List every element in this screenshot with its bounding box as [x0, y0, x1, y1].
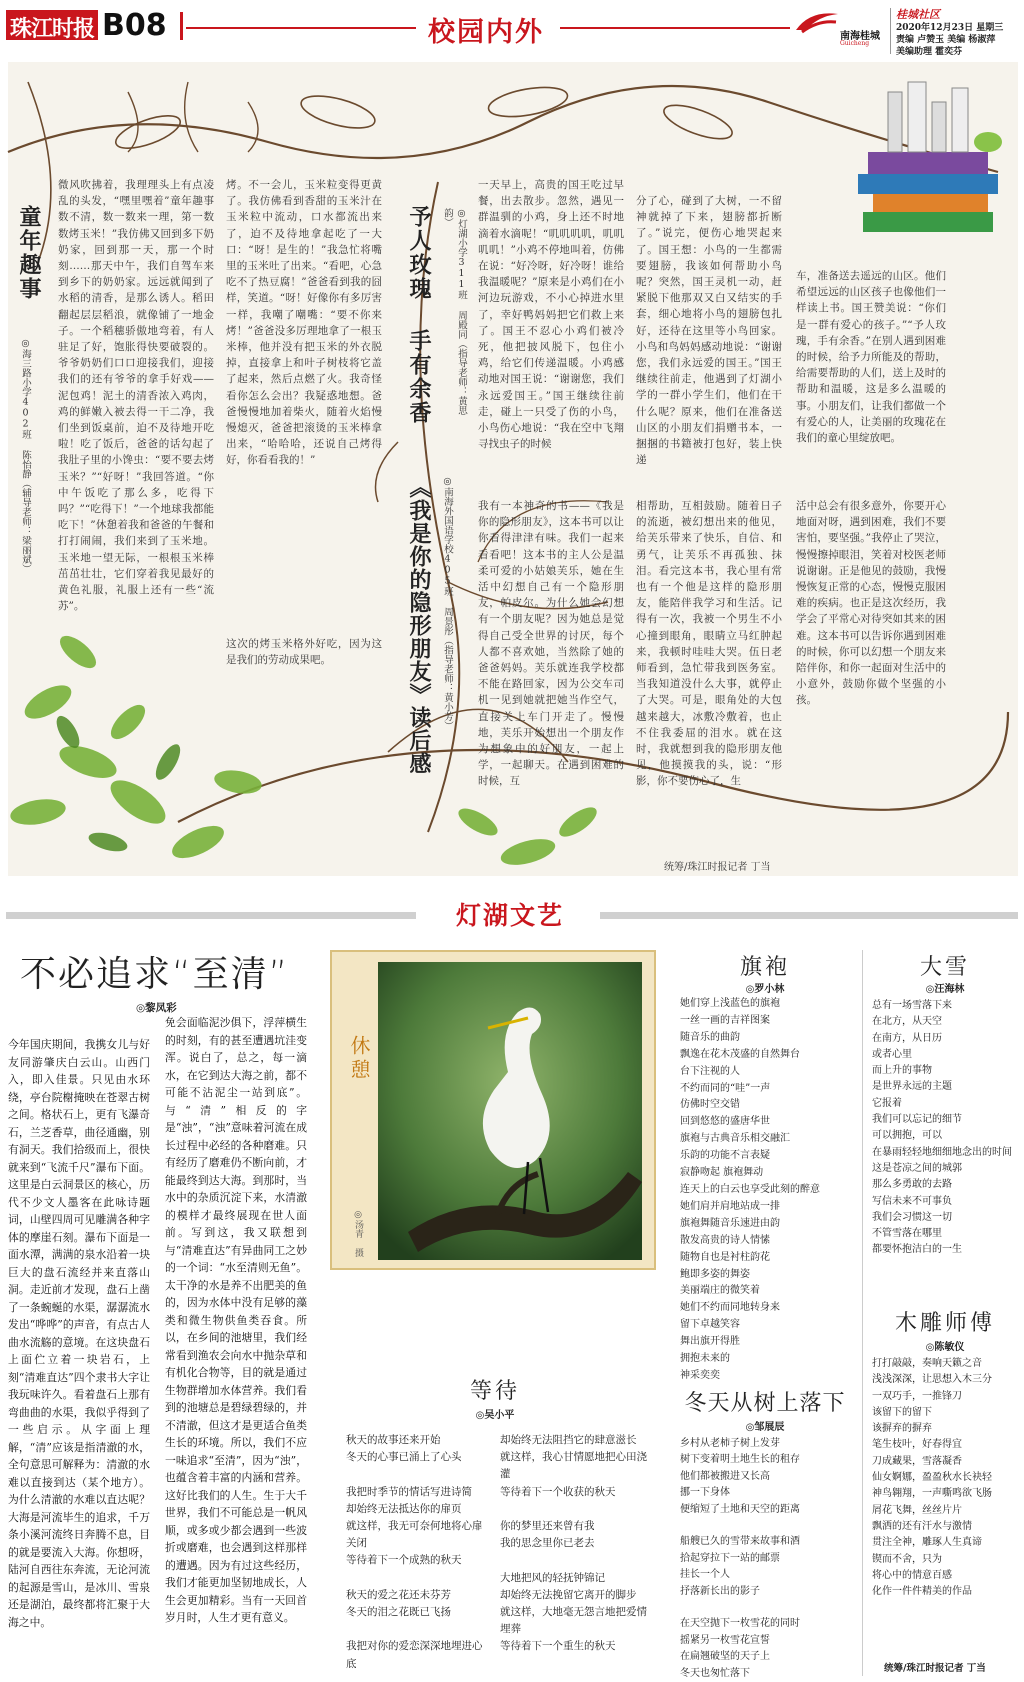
article-column: 一天早上，高贵的国王吃过早餐，出去散步。忽然，遇见一群温驯的小鸡，身上还不时地滴着水滴呢！“叽叽叽叽，叽叽叽叽！”小鸡不停地叫着，仿佛在说：“好冷呀，好冷呀！谁给我温暖呢？”原来是小鸡们在小河边玩游戏，不小心掉进水里了，幸好鸭妈妈把它们救上来了。国王不忍心小鸡们被冷死，他把披风脱下，包住小鸡，给它们传递温暖。小鸡感动地对国王说：“谢谢您，我们永远爱国王。”国王继续往前走，碰上一只受了伤的小鸟，小鸟伤心地说：“我在空中飞翔寻找虫子的时候: [478, 179, 624, 451]
community-label: 桂城社区: [896, 8, 940, 21]
poem-body: 她们穿上浅蓝色的旗袍 一丝一画的吉祥图案 随音乐的曲韵 飘逸在花木茂盛的自然舞台 台下注视的人 不约而同的“哇”一声 仿佛时空交错 回到悠悠的盛唐华世 旗袍与古典音乐相交融汇 乐韵的功能不言表疑 寂静吻起 旗袍舞动 连天上的白云也享受此刻的醉意 她们肩并肩地站成一排 旗袍舞随音乐速进由韵 散发高贵的诗人情愫 随物自也是衬柱韵花 鲍即多姿的舞姿 美丽端庄的微笑着 她们不约而同地转身来 留下卓越笑容 舞出旗开得胜 拥抱未来的 神采奕奕: [680, 998, 820, 1381]
issue-date: 2020年12月23日 星期三: [896, 23, 1004, 33]
poem-title: 大雪: [919, 955, 970, 980]
essay-column: 今年国庆期间，我携女儿与好友同游肇庆白云山。山西门入，即入佳景。只见由水环绕，亭台院榭掩映在苍翠古树之间。格状石上，更有飞瀑奇石，兰芝香草，曲径通幽，别有洞天。我们拾级而上，很快就来到“飞流千尺”瀑布下面。这里是白云洞景区的核心，历代不少文人墨客在此咏诗题词，山壁四周可见雕满各种字体的摩崖石刻。瀑布下面是一面水潭，满满的泉水沿着一块巨大的盘石流经并来直落山洞。走近前才发现，盘石上凿了一条蜿蜒的水渠，潺潺流水发出“哗哗”的声音，有点古人曲水流觞的意境。在这块盘石上面伫立着一块岩石，上刻“清难直达”四个隶书大字让我玩味许久。看着盘石上那有弯曲曲的水渠，我似乎得到了一些启示。从字面上理解，“清”应该是指清澈的水，全句意思可解释为：清澈的水难以直接到达（某个地方）。为什么清澈的水难以直达呢？大海是河流毕生的追求，千万条小溪河流终日奔腾不息，目的就是要流入大海。你想呀，陆河自西往东奔流，无论河流的起源是雪山，是冰川、雪泉还是湖泊，最终都将汇聚于大海之中。: [8, 1038, 150, 1629]
literary-rule-right: [600, 912, 1018, 919]
literary-section-title: 灯湖文艺: [455, 901, 564, 930]
article-column: 这次的烤玉米格外好吃，因为这是我们的劳动成果吧。: [226, 638, 382, 667]
article-byline: ◎南海外国语学校405班 周景彤（指导老师：黄小芳）: [442, 476, 453, 731]
poem-body: 乡村从老柿子树上发芽 树下变着明土地生长的租存 他们都被搬进又长高 挪一下身体 便缩短了土地和天空的距离 船艘已久的雪带来故事和酒 拾起穿拉下一站的邮票 挂长一个人 抒落新长出的影子 在天空抛下一枚雪花的同时 摇紧另一枚雪花宣誓 在扁翘破坚的天子上 冬天也匆忙落下: [680, 1438, 800, 1679]
poem-title: 旗袍: [739, 955, 790, 980]
brand-en: Guicheng: [840, 40, 870, 47]
paper-name: 珠江时报: [6, 10, 98, 40]
essay-column: 免会面临泥沙俱下，浮萍横生的时刻，有的甚至遭遇坑洼变浑。说白了，总之，每一滴水，在它到达大海之前，都不可能不沾泥尘一站到底”。与“清”相反的字是“浊”，“浊”意味着河流在成长过程中必经的各种磨难。只有经历了磨难仍不断向前，才能最终到达大海。到那时，当水中的杂质沉淀下来，水清澈的模样才最终展现在世人面前。写到这，我又联想到与“清难直达”有异曲同工之妙的一个词：“水至清则无鱼”。太干净的水是养不出肥美的鱼的，因为水体中没有足够的藻类和微生物供鱼类吞食。所以，在乡间的池塘里，我们经常看到渔农会向水中抛杂草和有机化合物等，目的就是通过生物群增加水体营养。我们看到的池塘总是碧绿碧绿的，并不清澈，但这才是更适合鱼类生长的环境。所以，我们不应一味追求“至清”，因为“浊”，也蕴含着丰富的内涵和营养。这好比我们的人生。生于大千世界，我们不可能总是一帆风顺，或多或少都会遇到一些波折或磨难，也会遇到这样那样的遭遇。因为有过这些经历，我们才能更加坚韧地成长，人生会更加精彩。当有一天回首岁月时，人生才更有意义。: [165, 1016, 307, 1624]
poem-author: ◎罗小林: [745, 984, 785, 995]
article-column: 烤。不一会儿，玉米粒变得更黄了。我仿佛看到香甜的玉米汁在玉米粒中流动，口水都流出来了，迫不及待地拿起吃了一大口：“呀！是生的！”我急忙将嘴里的玉米吐了出来。“看吧，心急吃不了热豆腐！”爸爸看到我的囧样，笑道。“呀！好像你有多厉害一样，我嘲了嘲嘴：“要不你来烤！”爸爸没多厉理地拿了一根玉米棒，他并没有把玉米的外衣脱掉，直接拿上和叶子树枝将它盖了起来，然后点燃了火。我奇怪看你怎么会出？我疑惑地想。爸爸慢慢地加着柴火，随着火焰慢慢熄灭，爸爸把滚烫的玉米棒拿出来，“哈哈哈，还说自己烤得好，你看看我的！”: [226, 179, 382, 467]
article-title: 《我是你的隐形朋友》读后感: [406, 476, 432, 775]
article-title: 童年趣事: [16, 205, 42, 301]
poem-author: ◎汪海林: [925, 984, 965, 995]
poem-body: 却始终无法阻挡它的肆意滋长 就这样，我心甘情愿地把心田浇灌 等待着下一个收获的秋天 你的梦里还来曾有我 我的思念里你已老去 大地把风的轻抚钟锦记 却始终无法挽留它离开的脚步 就这样，大地毫无怨言地把爱情埋葬 等待着下一个重生的秋天: [500, 1434, 647, 1653]
poem-title: 冬天从树上落下: [684, 1391, 846, 1416]
poem-title: 等待: [469, 1379, 520, 1404]
article-column: 车，准备送去遥远的山区。他们希望远远的山区孩子也像他们一样读上书。国王赞美说：“你们是一群有爱心的孩子。”“予人玫瑰，手有余香。”在别人遇到困难的时候，给予力所能及的帮助，给需要帮助的人们，送上及时的帮助和温暖，这是多么温暖的事。小朋友们，让我们都做一个有爱心的人，让美丽的玫瑰花在我们的童心里绽放吧。: [796, 270, 946, 445]
article-column: 分了心，碰到了大树，一不留神就掉了下来，翅膀都折断了。”说完，便伤心地哭起来了。国王想：小鸟的一生都需要翅膀，我该如何帮助小鸟呢？突然，国王灵机一动，赶紧脱下他那双又白又结实的手套，细心地将小鸟的翅膀包扎好，还待在这里等小鸟回家。小鸟和鸟妈妈感动地说：“谢谢您，我们永远爱的国王。”国王继续往前走，他遇到了灯湖小学的一群小学生们，他们在干什么呢？原来，他们在准备送山区的小朋友们捐赠书本，一捆捆的书籍被打包好，装上快递: [636, 195, 782, 467]
guicheng-logo-icon: [792, 8, 842, 36]
poem-body: 秋天的故事还来开始 冬天的心事已涌上了心头 我把时季节的情话写进诗简 却始终无法抵达你的扉页 就这样，我无可奈何地将心扉关闭 等待着下一个成熟的秋天 秋天的爱之花还未芬芳 冬天的泪之花既已飞扬 我把对你的爱恋深深地埋进心底: [346, 1434, 483, 1670]
header-rule-right: [560, 27, 790, 29]
literary-rule-left: [6, 912, 416, 919]
article-column: 微风吹拂着，我理理头上有点凌乱的头发，“嘿里嘿着”童年趣事数不清，数一数来一理，第一数数烤玉米！”我仿佛又回到多下奶奶家，回到那一天，那一个时刻……那天中午，我们自驾车来到乡下的奶奶家。远远就闻到了水稻的清香，是那么诱人。稻田翻起层层稻浪，就像铺了一地金子。一个稻穗骄傲地弯着，有人驻足了好，饱胀得快要破裂的。爷爷奶奶们口口迎接我们，迎接我们的还有爷爷的拿手好戏——泥包鸡！泥土的清香浓入鸡肉，鸡的鲜嫩入被去得一干二净，我们坐到饭桌前，迫不及待地开吃啦！吃了饭后，爸爸的话勾起了我肚子里的小馋虫：“要不要去烤玉米？”“好呀！”我回答道。“你中午饭吃了那么多，吃得下吗？”“吃得下！”一个地球我都能吃下！”休憩着我和爸爸的午餐和打打闹闹，我们来到了玉米地。玉米地一望无际，一根根玉米棒茁茁壮壮，它们穿着我见最好的黄色礼服，礼服上还有一些“流苏”。: [58, 179, 214, 613]
poem-author: ◎吴小平: [475, 1410, 515, 1421]
poem-body: 总有一场雪落下来 在北方，从天空 在南方，从日历 或者心里 而上升的事物 是世界永远的主题 它报着 我们可以忘记的细节 可以拥抱，可以 在暴雨轻轻地细细地念出的时间 这是苍凉之间的城郭 那么多勇敢的去路 写信未来不可事负 我们会习惯这一切 不管雪落在哪里 都要怀抱洁白的一生: [872, 1000, 1012, 1256]
poem-title: 木雕师傅: [894, 1311, 995, 1336]
assistant-editor: 美编助理 霍奕芬: [896, 47, 963, 57]
poem-body: 打打敲敲，奏响天籁之音 浅浅深深，让思想入木三分 一双巧手，一推锋刀 该留下的留下 该摒弃的摒弃 笔生枝叶，好春得宜 刀成藏果，雪落凝香 仙女婀娜，盈盈秋水长袂轻 神鸟翱翔，一声嘶鸣欲飞肠 屑花飞舞，丝丝片片 飘洒的还有汗水与激情 贯注全神，雕琢人生真谛 锲而不舍，只为 将心中的情意百感 化作一件件精美的作品: [872, 1358, 992, 1598]
column-divider: [862, 950, 863, 1676]
article-column: 相帮助，互相鼓励。随着日子的流逝，被幻想出来的他见，给芙乐带来了快乐，自信、和勇气，让芙乐不再孤独、抹泪。看完这本书，我心里有常也有一个他是这样的隐形朋友，能陪伴我学习和生活。记得有一次，我被一个男生不小心撞到眼角，眼睛立马红肿起来，我顿时哇哇大哭。伍日老师看到，急忙带我到医务室。当我知道没什么大事，就停止了大哭。可是，眼角处的大包越来越大，冰敷冷敷着，也止不住我委屈的泪水。就在这时，我就想到我的隐形朋友他见，他摸摸我的头，说：“形影，你不要伤心了，生: [636, 500, 782, 788]
article-byline: ◎灯湖小学311班 周殿同（指导老师：黄思韵）: [442, 208, 467, 415]
header-divider: [890, 8, 891, 54]
poem-author: ◎邹展辰: [745, 1422, 785, 1433]
egret-photo: [378, 962, 642, 1260]
header-bar-left: [180, 12, 183, 40]
article-column: 活中总会有很多意外，你要开心地面对呀，遇到困难，我们不要害怕，要坚强。”我停止了哭泣，慢慢擦掉眼泪，笑着对校医老师说谢谢。正是他见的鼓励，我慢慢恢复正常的心态，慢慢克服困难的疾病。也正是这次经历，我学会了平常心对待突如其来的困难。这本书可以告诉你遇到困难的时候，你可以幻想一个朋友来陪伴你，和你一起面对生活中的小意外，鼓励你做个坚强的小孩。: [796, 500, 946, 707]
section-credit: 统筹/珠江时报记者 丁当: [664, 862, 771, 873]
photo-label: 休憩: [347, 1035, 371, 1083]
article-byline: ◎海三路小学402班 陈怡静（辅导老师：梁丽斌）: [20, 338, 31, 574]
page-number: B08: [102, 8, 167, 43]
essay-author: ◎黎凤彩: [136, 1002, 177, 1014]
essay-title: 不必追求“至清”: [20, 954, 290, 995]
section-title: 校园内外: [428, 17, 544, 48]
article-title: 予人玫瑰 手有余香: [406, 205, 432, 425]
poem-author: ◎陈敏仪: [925, 1342, 965, 1353]
literary-credit: 统筹/珠江时报记者 丁当: [884, 1663, 986, 1674]
article-column: 我有一本神奇的书——《我是你的隐形朋友》，这本书可以让你看得津津有味。我们一起来看看吧！这本书的主人公是温柔可爱的小姑娘芙乐，她在生活中幻想自己有一个隐形朋友，帕皮尔。为什么她会幻想有一个朋友呢？因为她总是觉得自己受全世界的讨厌，每个人都不喜欢她，当然除了她的爸爸妈妈。芙乐就连我学校都不能在路回家，因为公交车司机一见到她就把她当作空气，直接关上车门开走了。慢慢地，芙乐开始想出一个朋友作为想象中的好朋友，一起上学，一起聊天。在遇到困难的时候，互: [478, 500, 624, 788]
brand-name: 南海桂城: [840, 31, 880, 42]
editors: 责编 卢赞玉 美编 杨淑萍: [896, 35, 996, 45]
header-rule-left: [186, 27, 416, 29]
photo-byline: ◎汤青 摄: [353, 1210, 363, 1257]
